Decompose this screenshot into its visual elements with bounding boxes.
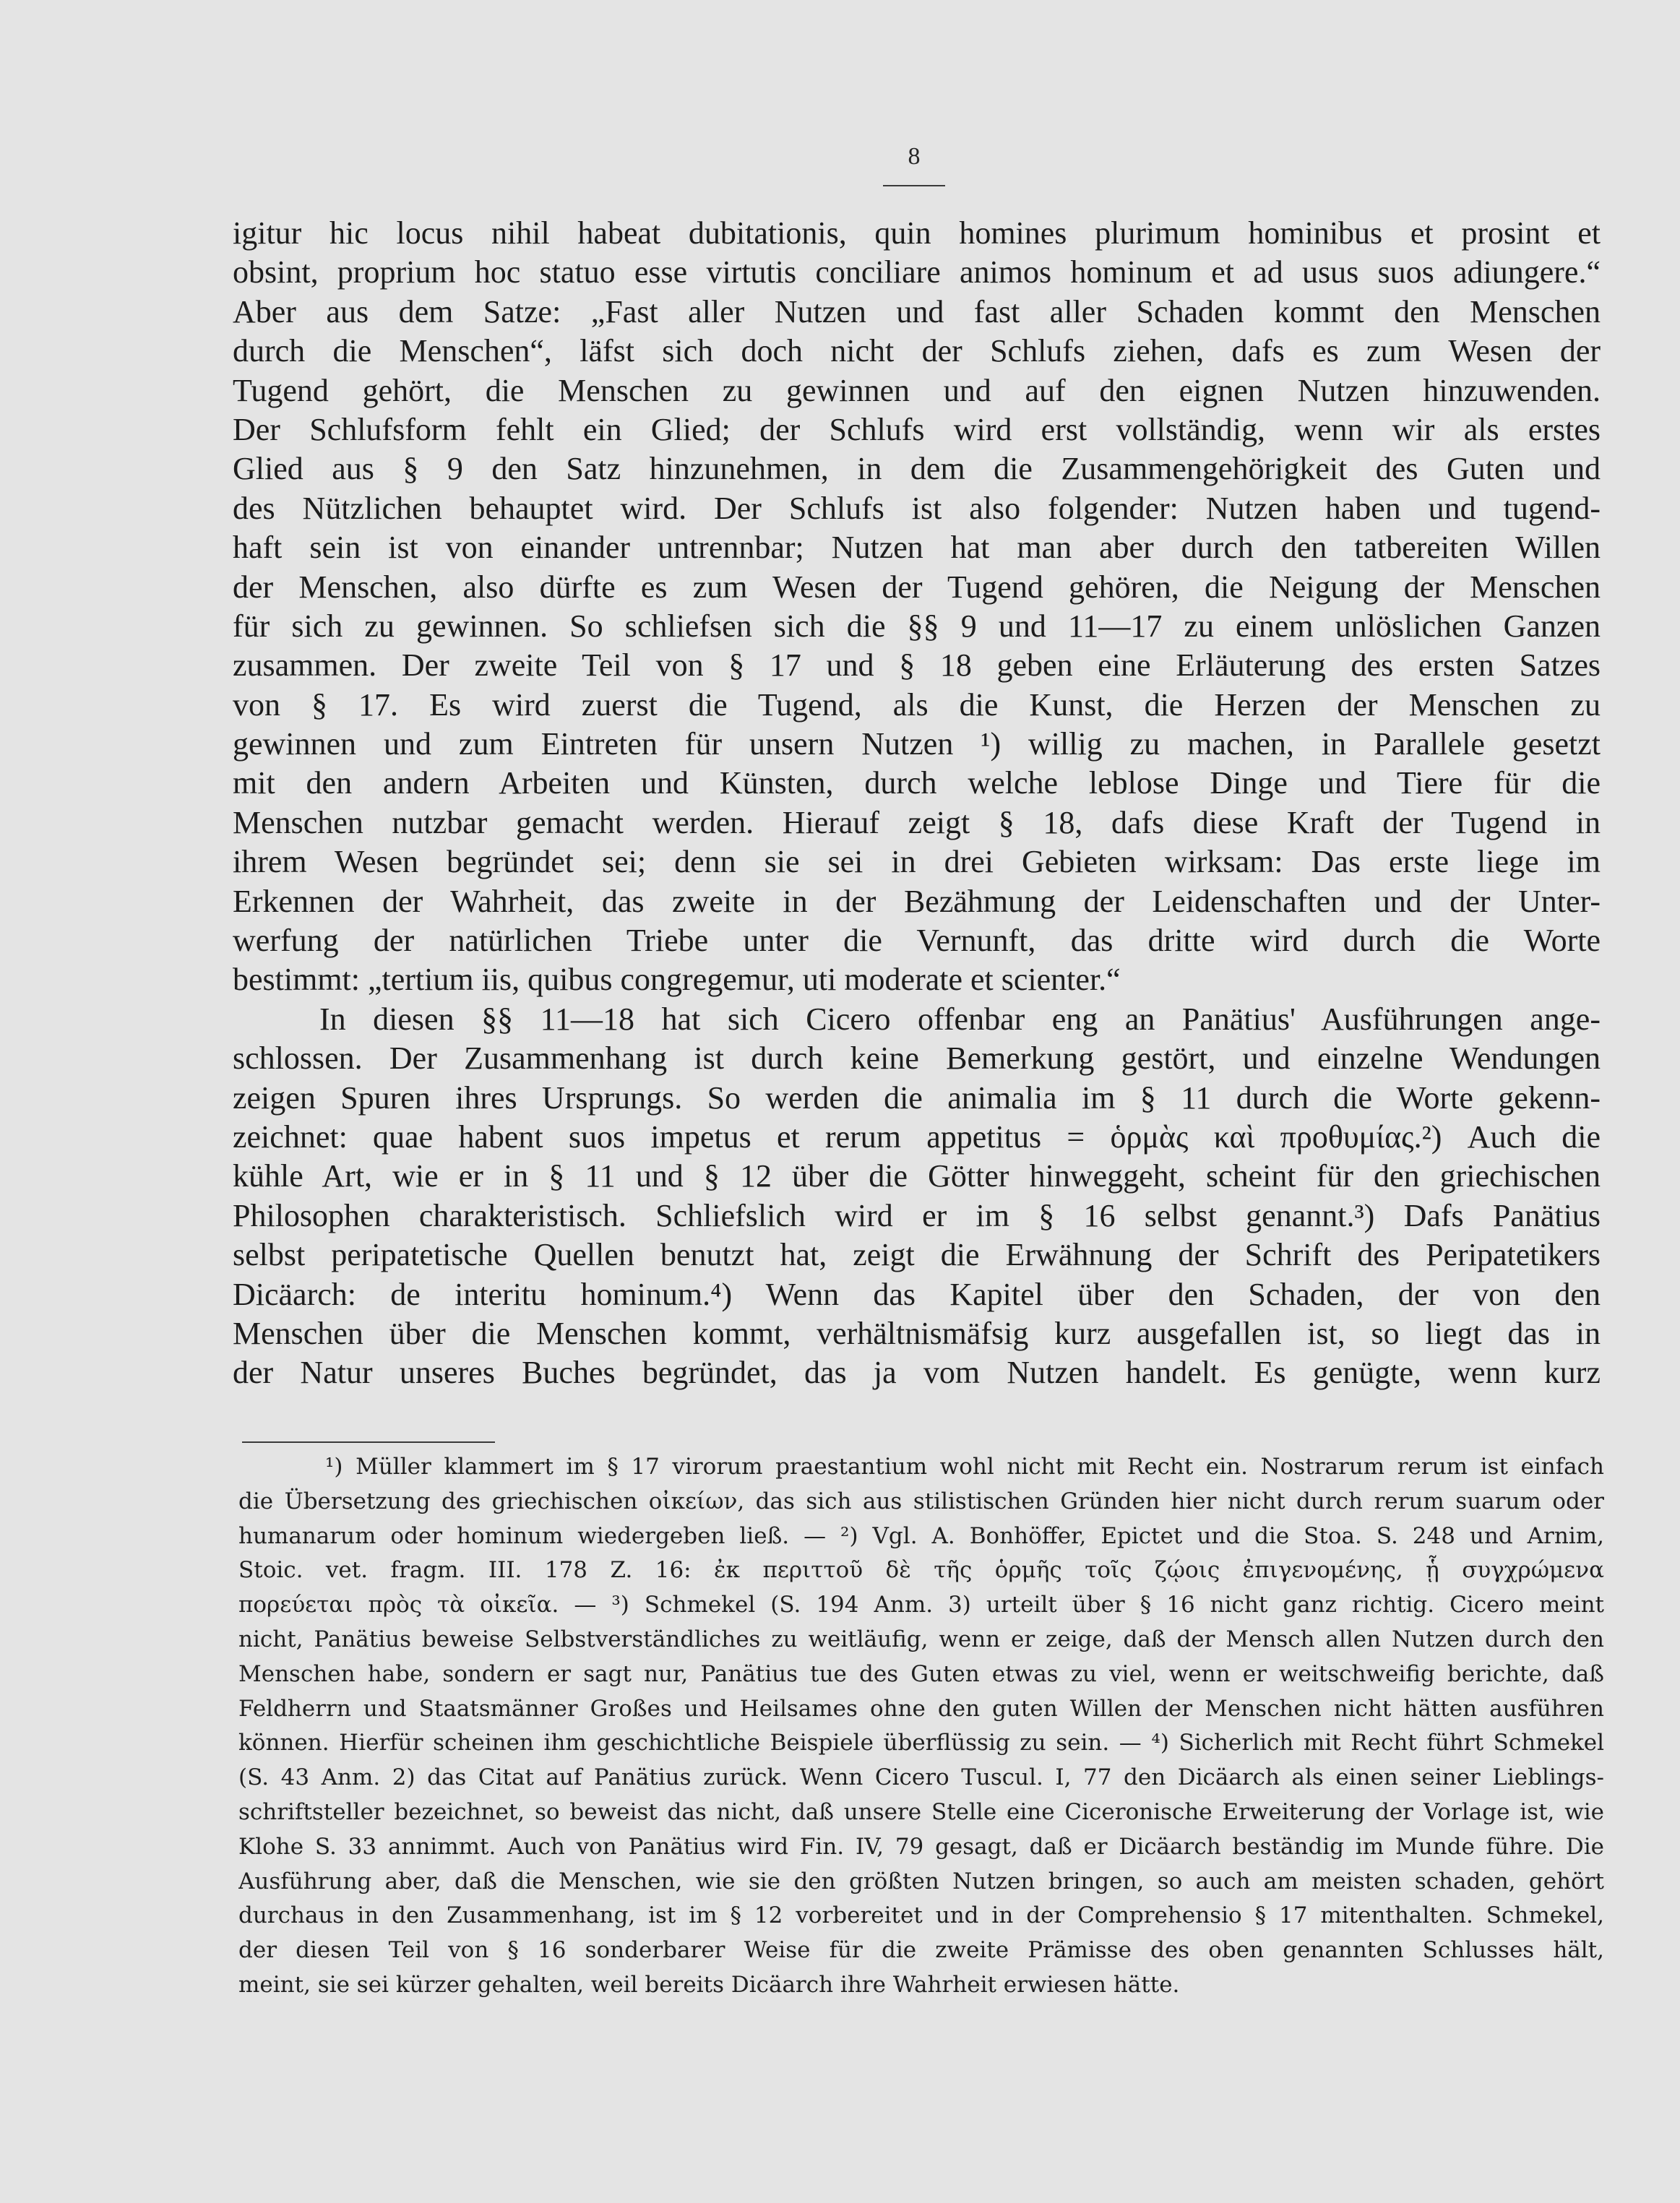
text-line: selbst peripatetische Quellen benutzt hat, zeigt die Erwähnung der Schrift des Peripatetikers [233, 1237, 1601, 1273]
footnote-line: Klohe S. 33 annimmt. Auch von Panätius wird Fin. IV, 79 gesagt, daß er Dicäarch beständig im Munde führe. Die [238, 1833, 1604, 1860]
text-line: des Nützlichen behauptet wird. Der Schlufs ist also folgender: Nutzen haben und tugend- [233, 490, 1601, 526]
page-number: 8 [908, 143, 921, 170]
footnote-line: die Übersetzung des griechischen οἰκείων, das sich aus stilistischen Gründen hier nicht durch rerum suarum oder [238, 1488, 1604, 1514]
text-line: werfung der natürlichen Triebe unter die Vernunft, das dritte wird durch die Worte [233, 923, 1601, 959]
footnote-line: (S. 43 Anm. 2) das Citat auf Panätius zurück. Wenn Cicero Tuscul. I, 77 den Dicäarch als einen seiner Lieblings- [238, 1764, 1604, 1791]
footnote-line: Feldherrn und Staatsmänner Großes und Heilsames ohne den guten Willen der Menschen nicht hätten ausführen [238, 1695, 1604, 1722]
text-line: Der Schlufsform fehlt ein Glied; der Schlufs wird erst vollständig, wenn wir als erstes [233, 411, 1601, 447]
footnote-line: meint, sie sei kürzer gehalten, weil bereits Dicäarch ihre Wahrheit erwiesen hätte. [238, 1971, 1180, 1998]
footnote-line: Menschen habe, sondern er sagt nur, Panätius tue des Guten etwas zu viel, wenn er weitschweifig berichte, daß [238, 1660, 1604, 1687]
footnote-line: können. Hierfür scheinen ihm geschichtliche Beispiele überflüssig zu sein. — ⁴) Sicherlich mit Recht führt Schmekel [238, 1730, 1604, 1756]
footnotes-block [238, 1450, 1604, 2003]
text-line: Menschen über die Menschen kommt, verhältnismäfsig kurz ausgefallen ist, so liegt das in [233, 1315, 1601, 1351]
text-line: mit den andern Arbeiten und Künsten, durch welche leblose Dinge und Tiere für die [233, 765, 1601, 801]
text-line: Dicäarch: de interitu hominum.⁴) Wenn das Kapitel über den Schaden, der von den [233, 1276, 1601, 1312]
text-line: Erkennen der Wahrheit, das zweite in der Bezähmung der Leidenschaften und der Unter- [233, 883, 1601, 919]
text-line: igitur hic locus nihil habeat dubitationis, quin homines plurimum hominibus et prosint et [233, 215, 1601, 251]
footnote-line: schriftsteller bezeichnet, so beweist das nicht, daß unsere Stelle eine Ciceronische Erweiterung der Vorlage ist, wie [238, 1798, 1604, 1825]
text-line: für sich zu gewinnen. So schliefsen sich die §§ 9 und 11—17 zu einem unlöslichen Ganzen [233, 608, 1601, 644]
footnote-separator [242, 1441, 495, 1443]
footnote-line: Stoic. vet. fragm. III. 178 Z. 16: ἐκ περιττοῦ δὲ τῆς ὁρμῆς τοῖς ζῴοις ἐπιγενομένης, ᾗ συγχρώμενα [238, 1557, 1604, 1584]
text-line: Glied aus § 9 den Satz hinzunehmen, in dem die Zusammengehörigkeit des Guten und [233, 451, 1601, 487]
text-line: ihrem Wesen begründet sei; denn sie sei in drei Gebieten wirksam: Das erste liege im [233, 844, 1601, 880]
text-line: obsint, proprium hoc statuo esse virtutis conciliare animos hominum et ad usus suos adiungere.“ [233, 254, 1601, 290]
text-line: der Menschen, also dürfte es zum Wesen der Tugend gehören, die Neigung der Menschen [233, 569, 1601, 605]
text-line: kühle Art, wie er in § 11 und § 12 über die Götter hinweggeht, scheint für den griechischen [233, 1158, 1601, 1194]
footnote-line: nicht, Panätius beweise Selbstverständliches zu weitläufig, wenn er zeige, daß der Mensch allen Nutzen durch den [238, 1626, 1604, 1652]
text-line: zeigen Spuren ihres Ursprungs. So werden die animalia im § 11 durch die Worte gekenn- [233, 1079, 1601, 1116]
paragraph-start-line: In diesen §§ 11—18 hat sich Cicero offenbar eng an Panätius' Ausführungen ange- [319, 1001, 1601, 1037]
footnote-line: ¹) Müller klammert im § 17 virorum praestantium wohl nicht mit Recht ein. Nostrarum rerum ist einfach [325, 1454, 1604, 1480]
footnote-line: humanarum oder hominum wiedergeben ließ. — ²) Vgl. A. Bonhöffer, Epictet und die Stoa. S. 248 und Arnim, [238, 1522, 1604, 1549]
text-line: haft sein ist von einander untrennbar; Nutzen hat man aber durch den tatbereiten Willen [233, 530, 1601, 566]
text-line: Aber aus dem Satze: „Fast aller Nutzen und fast aller Schaden kommt den Menschen [233, 293, 1601, 329]
text-line: bestimmt: „tertium iis, quibus congregemur, uti moderate et scienter.“ [233, 962, 1121, 998]
text-line: Philosophen charakteristisch. Schliefslich wird er im § 16 selbst genannt.³) Dafs Panätius [233, 1197, 1601, 1233]
footnote-line: durchaus in den Zusammenhang, ist im § 12 vorbereitet und in der Comprehensio § 17 mitenthalten. Schmekel, [238, 1902, 1604, 1929]
text-line: zusammen. Der zweite Teil von § 17 und § 18 geben eine Erläuterung des ersten Satzes [233, 647, 1601, 684]
footnote-line: der diesen Teil von § 16 sonderbarer Weise für die zweite Prämisse des oben genannten Schlusses hält, [238, 1937, 1604, 1964]
page-number-underline [883, 185, 945, 186]
main-text-block [233, 214, 1601, 1393]
text-line: gewinnen und zum Eintreten für unsern Nutzen ¹) willig zu machen, in Parallele gesetzt [233, 726, 1601, 762]
footnote-line: Ausführung aber, daß die Menschen, wie sie den größten Nutzen bringen, so auch am meisten schaden, gehört [238, 1868, 1604, 1894]
text-line: der Natur unseres Buches begründet, das ja vom Nutzen handelt. Es genügte, wenn kurz [233, 1355, 1601, 1391]
text-line: zeichnet: quae habent suos impetus et rerum appetitus = ὁρμὰς καὶ προθυμίας.²) Auch die [233, 1118, 1601, 1155]
text-line: durch die Menschen“, läfst sich doch nicht der Schlufs ziehen, dafs es zum Wesen der [233, 333, 1601, 369]
text-line: von § 17. Es wird zuerst die Tugend, als die Kunst, die Herzen der Menschen zu [233, 686, 1601, 723]
text-line: Tugend gehört, die Menschen zu gewinnen und auf den eignen Nutzen hinzuwenden. [233, 372, 1601, 408]
text-line: Menschen nutzbar gemacht werden. Hierauf zeigt § 18, dafs diese Kraft der Tugend in [233, 804, 1601, 840]
text-line: schlossen. Der Zusammenhang ist durch keine Bemerkung gestört, und einzelne Wendungen [233, 1040, 1601, 1077]
footnote-line: πορεύεται πρὸς τὰ οἰκεῖα. — ³) Schmekel (S. 194 Anm. 3) urteilt über § 16 nicht ganz richtig. Cicero meint [238, 1592, 1604, 1618]
